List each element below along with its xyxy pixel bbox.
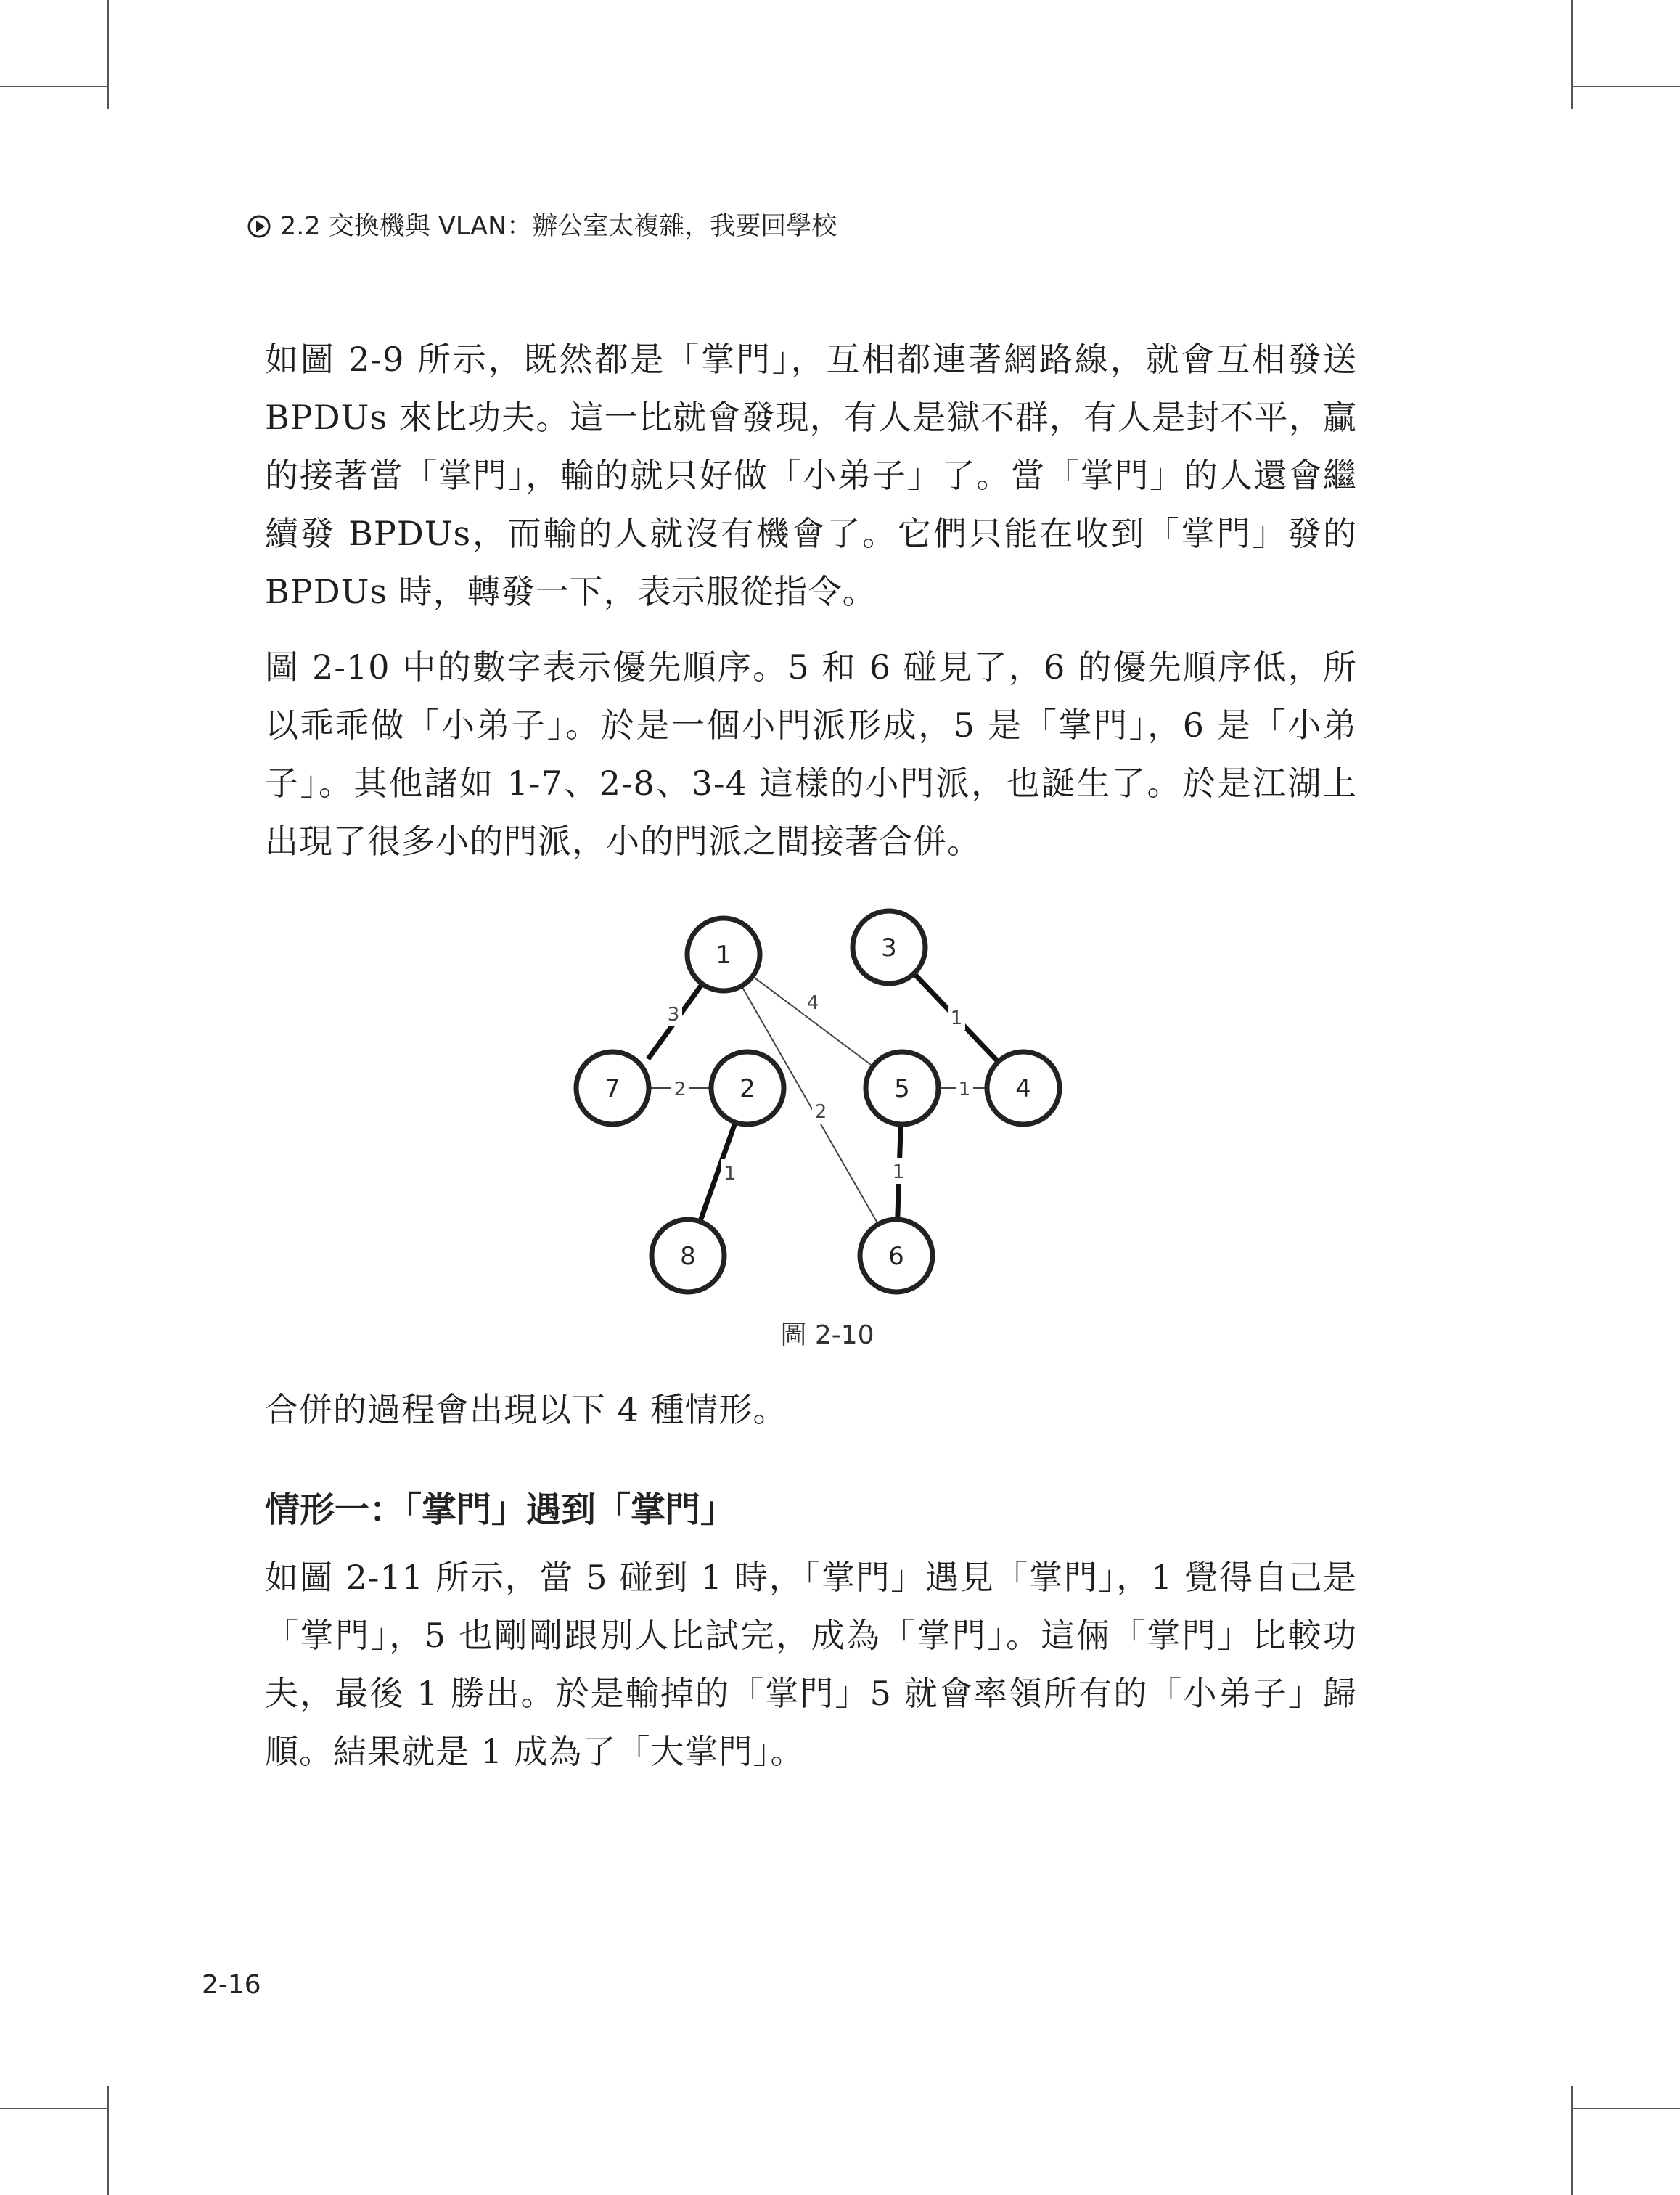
node-label: 8 xyxy=(680,1242,696,1271)
case-heading: 情形一：「掌門」遇到「掌門」 xyxy=(265,1489,736,1530)
crop-mark xyxy=(1571,2086,1573,2195)
node-label: 1 xyxy=(716,941,732,970)
node-label: 7 xyxy=(605,1074,620,1103)
edge-weight-label: 2 xyxy=(814,1101,827,1123)
merge-intro xyxy=(265,1381,1357,1439)
crop-mark xyxy=(1571,86,1680,87)
crop-mark xyxy=(107,2086,109,2195)
node-label: 2 xyxy=(739,1074,755,1103)
node-label: 5 xyxy=(894,1074,910,1103)
paragraph: 如圖 2-9 所示，既然都是「掌門」，互相都連著網路線，就會互相發送 BPDUs 來比功夫。這一比就會發現，有人是獄不群，有人是封不平，贏的接著當「掌門」，輸的就只好做「小弟子」了。當「掌門」的人還會繼續發 BPDUs，而輸的人就沒有機會了。它們只能在收到「掌門」發的 BPDUs 時，轉發一下，表示服從指令。 xyxy=(265,340,1357,611)
section-title: 2.2 交換機與 VLAN：辦公室太複雜，我要回學校 xyxy=(280,212,837,241)
intro-text xyxy=(265,330,1357,870)
edge-weight-label: 1 xyxy=(724,1163,737,1185)
network-diagram xyxy=(566,904,1074,1310)
paragraph: 圖 2-10 中的數字表示優先順序。5 和 6 碰見了，6 的優先順序低，所以乖乖做「小弟子」。於是一個小門派形成，5 是「掌門」，6 是「小弟子」。其他諸如 1-7、2-8、3-4 這樣的小門派，也誕生了。於是江湖上出現了很多小的門派，小的門派之間接著合併。 xyxy=(265,647,1357,861)
paragraph: 如圖 2-11 所示，當 5 碰到 1 時，「掌門」遇見「掌門」，1 覺得自己是「掌門」，5 也剛剛跟別人比試完，成為「掌門」。這倆「掌門」比較功夫，最後 1 勝出。於是輸掉的「掌門」5 就會率領所有的「小弟子」歸順。結果就是 1 成為了「大掌門」。 xyxy=(265,1558,1357,1771)
edge-weight-label: 2 xyxy=(673,1079,687,1100)
edge-weight-label: 1 xyxy=(892,1161,905,1183)
node-label: 4 xyxy=(1015,1074,1031,1103)
page-number: 2-16 xyxy=(202,1970,261,2000)
edge-weight-label: 1 xyxy=(950,1007,963,1029)
edge-weight-label: 3 xyxy=(667,1004,680,1026)
crop-mark xyxy=(0,2108,109,2109)
running-header xyxy=(247,209,837,244)
edge-weight-label: 4 xyxy=(806,992,819,1014)
crop-mark xyxy=(0,86,109,87)
case-text xyxy=(265,1548,1357,1781)
crop-mark xyxy=(1571,2108,1680,2109)
edge-weight-label: 1 xyxy=(958,1079,971,1100)
figure-caption: 圖 2-10 xyxy=(780,1320,874,1350)
node-label: 6 xyxy=(888,1242,904,1271)
paragraph: 合併的過程會出現以下 4 種情形。 xyxy=(265,1390,787,1429)
node-label: 3 xyxy=(881,933,897,962)
play-circle-icon xyxy=(247,214,271,239)
crop-mark xyxy=(107,0,109,109)
crop-mark xyxy=(1571,0,1573,109)
